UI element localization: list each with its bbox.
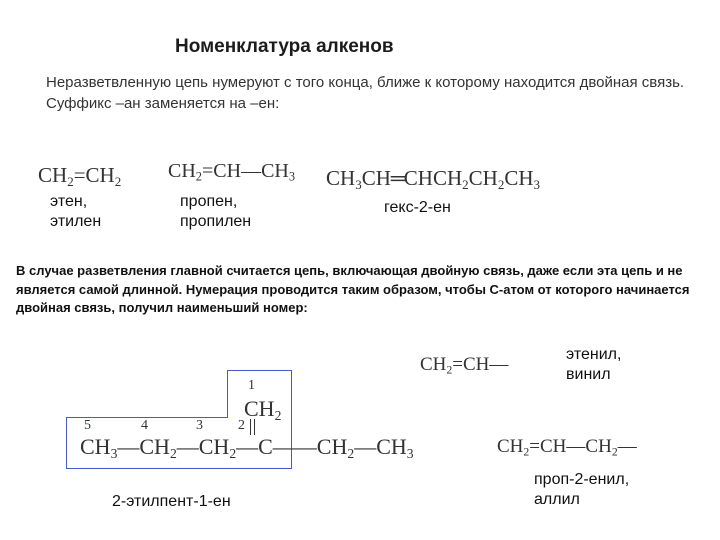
branched-compound-name: 2-этилпент-1-ен (112, 493, 231, 510)
allyl-name-line2: аллил (534, 491, 580, 508)
allyl-formula: $CH_2=CH—CH_2—$ (497, 436, 637, 459)
double-bond-line-b (254, 419, 255, 435)
ch2-terminal: $CH_2$ (244, 396, 282, 424)
branched-main-chain: $CH_3—CH_2—CH_2—C——CH_2—CH_3$ (80, 434, 414, 462)
highlight-frame-top (227, 370, 292, 371)
ethene-name-line2: этилен (50, 213, 102, 230)
allyl-name-line1: проп-2-енил, (534, 471, 630, 488)
ethene-formula: $CH_2=CH_2$ (38, 163, 122, 189)
branching-rule-text: В случае разветвления главной считается цепь, включающая двойную связь, даже если эта цепь и не является самой длинной. Нумерация проводится таким образом, чтобы С-атом от которого начинается двойная связь, получил наименьший номер: (16, 263, 690, 315)
locant-4: 4 (141, 418, 148, 433)
double-bond-line-a (250, 419, 251, 435)
propene-name (180, 192, 251, 232)
slide-title: Номенклатура алкенов (175, 36, 394, 57)
vinyl-formula: $CH_2=CH—$ (420, 354, 509, 377)
intro-text: Неразветвленную цепь нумеруют с того конца, ближе к которому находится двойная связь. Суффикс –ан заменяется на –ен: (46, 74, 685, 112)
allyl-name (534, 470, 629, 510)
locant-2: 2 (238, 418, 245, 433)
highlight-frame-left (66, 417, 67, 468)
locant-5: 5 (84, 418, 91, 433)
propene-name-line2: пропилен (180, 213, 252, 230)
hexene-formula: $CH_3CH═CHCH_2CH_2CH_3$ (326, 166, 541, 192)
vinyl-name-line1: этенил, (566, 346, 622, 363)
hexene-name: гекс-2-ен (384, 199, 451, 216)
ethene-name (50, 192, 101, 232)
locant-3: 3 (196, 418, 203, 433)
vinyl-name (566, 345, 621, 385)
highlight-frame-bottom (66, 468, 292, 469)
locant-1: 1 (248, 378, 255, 393)
propene-name-line1: пропен, (180, 193, 238, 210)
ethene-name-line1: этен, (50, 193, 88, 210)
vinyl-name-line2: винил (566, 366, 611, 383)
highlight-frame-step (227, 370, 228, 418)
propene-formula: $CH_2=CH—CH_3$ (168, 160, 296, 184)
